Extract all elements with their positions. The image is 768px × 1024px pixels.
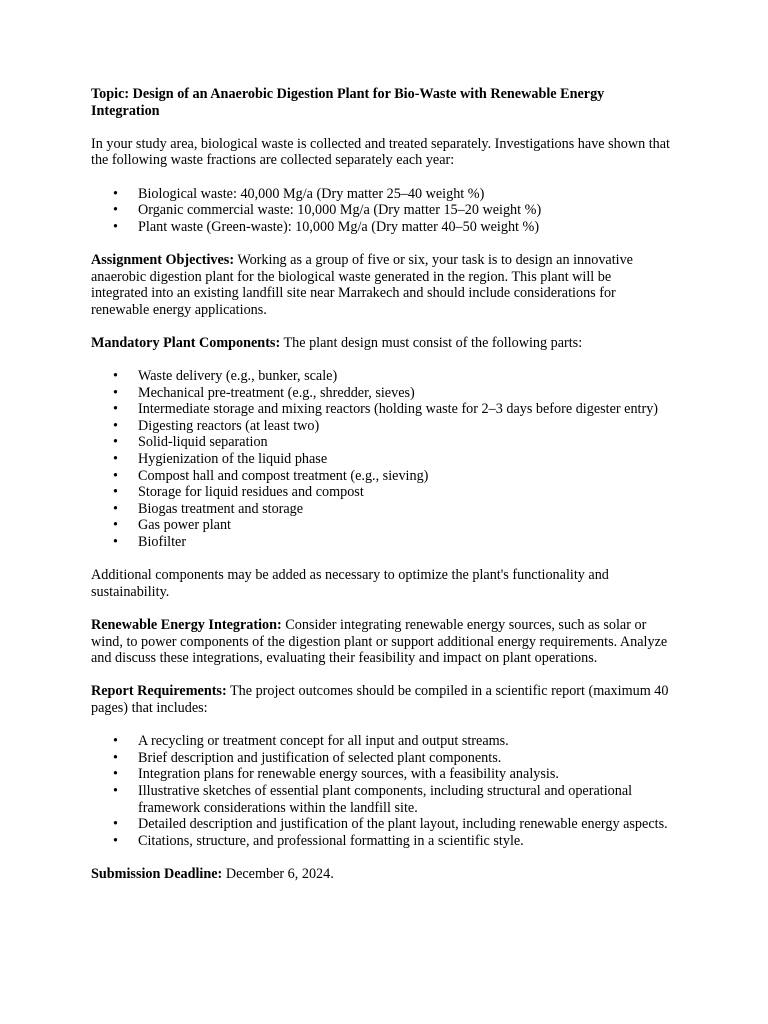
deadline-text: December 6, 2024.	[222, 865, 334, 882]
additional-paragraph: Additional components may be added as necessary to optimize the plant's functionality and sustainability.	[91, 567, 609, 600]
list-item: • Solid-liquid separation	[91, 434, 671, 451]
topic-heading	[91, 86, 671, 119]
components-list	[91, 368, 671, 551]
list-item: • Citations, structure, and professional formatting in a scientific style.	[91, 833, 671, 850]
report-label: Report Requirements:	[91, 683, 227, 700]
list-item: • Hygienization of the liquid phase	[91, 451, 671, 468]
list-item: • Gas power plant	[91, 517, 671, 534]
report-paragraph	[91, 683, 671, 716]
topic-title: Design of an Anaerobic Digestion Plant for Bio-Waste with Renewable Energy Integration	[91, 86, 605, 119]
components-paragraph	[91, 335, 671, 352]
document-body	[91, 86, 671, 883]
list-item: • Integration plans for renewable energy sources, with a feasibility analysis.	[91, 766, 671, 783]
objectives-label: Assignment Objectives:	[91, 251, 235, 268]
renewable-label: Renewable Energy Integration:	[91, 617, 282, 633]
objectives-text: Working as a group of five or six, your task is to design an innovative anaerobic digestion plant for the biological waste generated in the region. This plant will be integrated into an existing landfill site near Marrakech and should include considerations for renewable energy applications.	[91, 251, 633, 318]
deadline-label: Submission Deadline:	[91, 865, 223, 882]
list-item: • A recycling or treatment concept for all input and output streams.	[91, 733, 671, 750]
intro-paragraph: In your study area, biological waste is collected and treated separately. Investigations have shown that the following waste fractions are collected separately each year:	[91, 135, 670, 169]
list-item: • Mechanical pre-treatment (e.g., shredder, sieves)	[91, 385, 671, 402]
report-text: The project outcomes should be compiled in a scientific report (maximum 40 pages) that includes:	[91, 683, 669, 716]
components-text: The plant design must consist of the following parts:	[280, 334, 583, 351]
list-item: • Biological waste: 40,000 Mg/a (Dry matter 25–40 weight %)	[91, 186, 671, 203]
list-item: • Compost hall and compost treatment (e.g., sieving)	[91, 468, 671, 485]
report-list	[91, 733, 671, 849]
list-item: • Storage for liquid residues and compost	[91, 484, 671, 501]
list-item: • Biogas treatment and storage	[91, 501, 671, 518]
list-item: • Illustrative sketches of essential plant components, including structural and operational framework considerations within the landfill site.	[91, 783, 671, 816]
deadline-paragraph	[91, 866, 671, 883]
renewable-paragraph	[91, 617, 671, 667]
list-item: • Biofilter	[91, 534, 671, 551]
waste-fractions-list	[91, 186, 671, 236]
list-item: • Plant waste (Green-waste): 10,000 Mg/a (Dry matter 40–50 weight %)	[91, 219, 671, 236]
topic-label: Topic:	[91, 86, 130, 102]
components-label: Mandatory Plant Components:	[91, 334, 281, 351]
list-item: • Organic commercial waste: 10,000 Mg/a (Dry matter 15–20 weight %)	[91, 202, 671, 219]
list-item: • Brief description and justification of selected plant components.	[91, 750, 671, 767]
list-item: • Detailed description and justification of the plant layout, including renewable energy aspects.	[91, 816, 671, 833]
list-item: • Digesting reactors (at least two)	[91, 418, 671, 435]
list-item: • Waste delivery (e.g., bunker, scale)	[91, 368, 671, 385]
list-item: • Intermediate storage and mixing reactors (holding waste for 2–3 days before digester entry)	[91, 401, 671, 418]
objectives-paragraph	[91, 252, 671, 318]
renewable-text: Consider integrating renewable energy sources, such as solar or wind, to power components of the digestion plant or support additional energy requirements. Analyze and discuss these integrations, evaluating their feasibility and impact on plant operations.	[91, 617, 668, 667]
